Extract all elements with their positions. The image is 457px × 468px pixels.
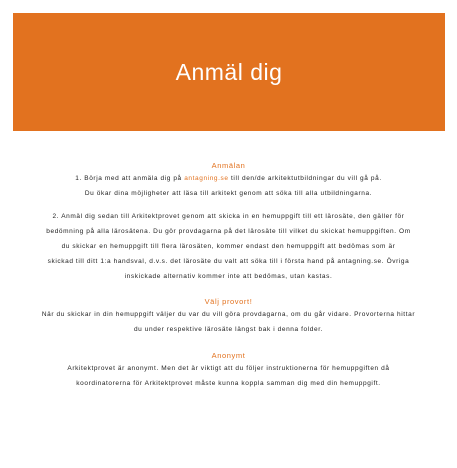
- step1-text-before: 1. Börja med att anmäla dig på: [75, 175, 185, 182]
- valj-provort-line-1: När du skickar in din hemuppgift väljer du var du vill göra provdagarna, om du går vidare. Provorterna hittar: [41, 311, 416, 318]
- valj-provort-paragraph: [0, 307, 457, 337]
- step2-line-4: skickad till ditt 1:a handsval, d.v.s. det lärosäte du valt att söka till i första hand på antagning.se. Övriga: [47, 258, 410, 265]
- step2-line-5: inskickade alternativ kommer inte att bedömas, utan kastas.: [124, 273, 333, 280]
- antagning-link[interactable]: antagning.se: [184, 175, 229, 182]
- section-valj-provort: [0, 296, 457, 337]
- step2-line-3: du skickar en hemuppgift till flera lärosäten, kommer endast den hemuppgift att bedömas som är: [61, 243, 396, 250]
- section-heading-valj-provort: Välj provort!: [204, 297, 253, 306]
- header-banner: [13, 13, 445, 131]
- step1-paragraph: [0, 171, 457, 201]
- main-content: [0, 160, 457, 391]
- section-heading-anonymt: Anonymt: [211, 351, 246, 360]
- step2-line-2: bedömning på alla lärosätena. Du gör provdagarna på det lärosäte till vilket du skickat hemuppgiften. Om: [46, 228, 411, 235]
- anonymt-line-1: Arkitektprovet är anonymt. Men det är viktigt att du följer instruktionerna för hemuppgiften då: [67, 365, 390, 372]
- section-anmalan: [0, 160, 457, 284]
- section-heading-anmalan: Anmälan: [211, 161, 246, 170]
- step2-line-1: 2. Anmäl dig sedan till Arkitektprovet genom att skicka in en hemuppgift till ett lärosäte, den gäller för: [52, 213, 405, 220]
- step2-paragraph: [0, 209, 457, 284]
- anonymt-line-2: koordinatorerna för Arkitektprovet måste kunna koppla samman dig med din hemuppgift.: [76, 380, 381, 387]
- step1-text-after: till den/de arkitektutbildningar du vill gå på.: [228, 175, 382, 182]
- section-anonymt: [0, 350, 457, 391]
- page-title: Anmäl dig: [175, 58, 283, 85]
- anonymt-paragraph: [0, 361, 457, 391]
- valj-provort-line-2: du under respektive lärosäte längst bak i denna folder.: [133, 326, 324, 333]
- step1-text-line2: Du ökar dina möjligheter att läsa till arkitekt genom att söka till alla utbildningarna.: [84, 190, 373, 197]
